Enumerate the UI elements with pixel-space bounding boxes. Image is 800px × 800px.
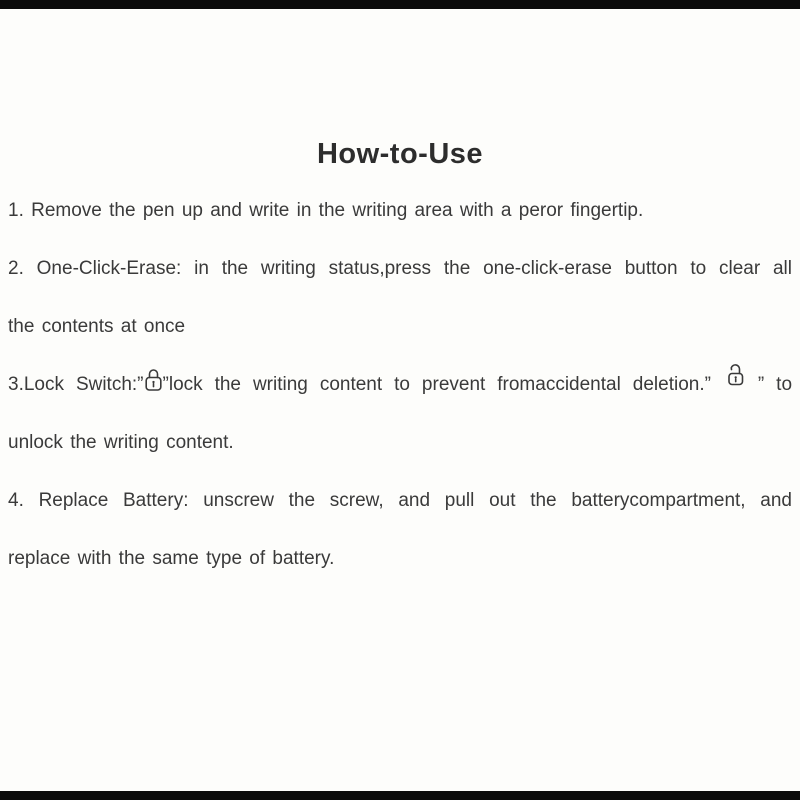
instruction-item-2-line-1: 2. One-Click-Erase: in the writing status,press the one-click-erase button to clear all	[8, 258, 792, 279]
page-title: How-to-Use	[316, 138, 484, 170]
instruction-item-3-line-1	[8, 356, 792, 414]
lock-open-icon	[723, 361, 746, 387]
lock-closed-icon	[144, 367, 163, 392]
instruction-item-2-line-2: the contents at once	[8, 316, 186, 337]
instruction-item-1: 1. Remove the pen up and write in the writing area with a peror fingertip.	[8, 200, 644, 221]
bottom-edge-bar	[0, 791, 800, 800]
instruction-item-4-line-2: replace with the same type of battery.	[8, 548, 335, 569]
item-3-text-before-closed-lock: 3.Lock Switch:”	[8, 374, 144, 395]
top-edge-bar	[0, 0, 800, 9]
instruction-item-3-line-2: unlock the writing content.	[8, 432, 234, 453]
instruction-item-4-line-1: 4. Replace Battery: unscrew the screw, and pull out the batterycompartment, and	[8, 490, 792, 511]
item-3-text-between-locks: ”lock the writing content to prevent fromaccidental deletion.”	[162, 374, 711, 395]
item-3-text-after-open-lock: ” to	[757, 374, 793, 395]
instructions-list	[8, 182, 792, 588]
